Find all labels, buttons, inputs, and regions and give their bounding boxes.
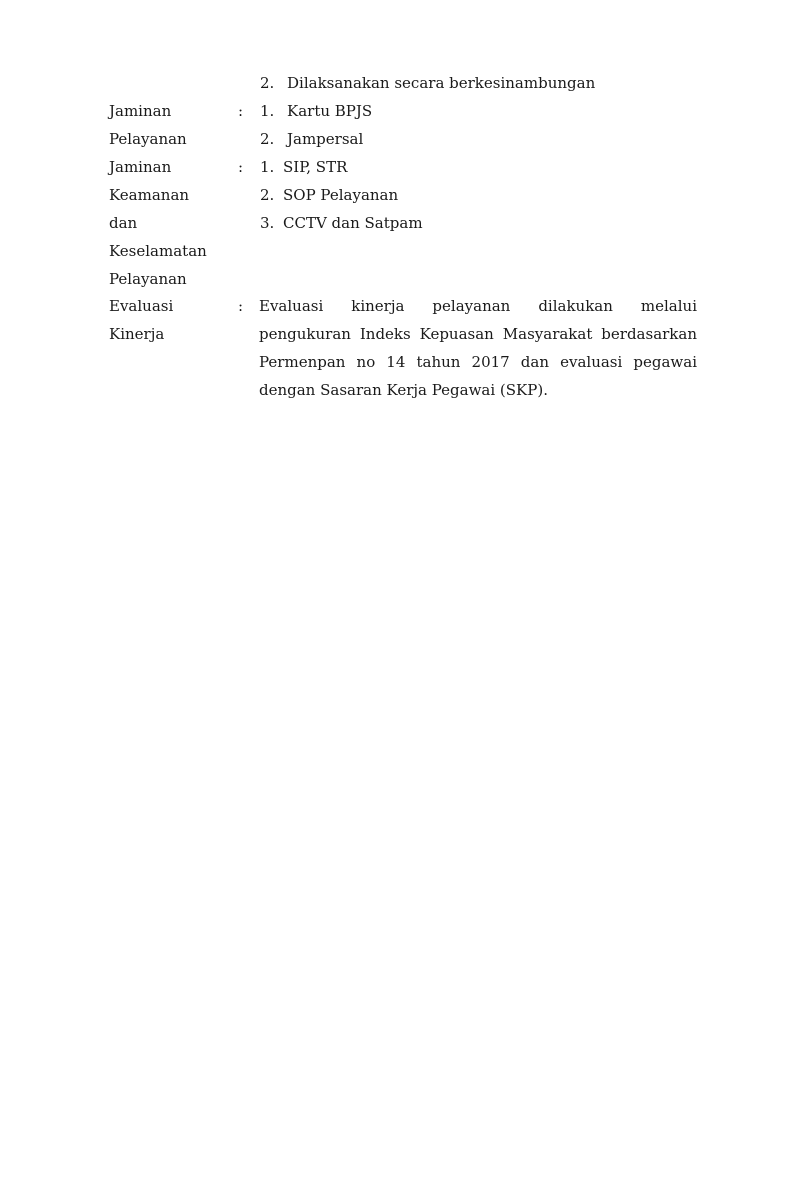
list-item-text: SOP Pelayanan [283,186,399,204]
section-items [260,153,700,237]
evaluation-paragraph: Evaluasi kinerja pelayanan dilakukan melalui pengukuran Indeks Kepuasan Masyarakat berdasarkan Permenpan no 14 tahun 2017 dan evaluasi pegawai dengan Sasaran Kerja Pegawai (SKP). [259,297,697,399]
list-item-number: 1. [260,102,275,120]
list-item-text: Dilaksanakan secara berkesinambungan [287,74,596,92]
section-label: Evaluasi Kinerja [109,297,174,343]
section-label: Jaminan Keamanan dan Keselamatan Pelayanan [109,158,207,288]
list-item-text: Jampersal [287,130,364,148]
list-item [260,125,700,153]
list-item [260,97,700,125]
list-item-number: 2. [260,186,275,204]
separator-colon: : [238,297,244,315]
list-item-text: SIP, STR [283,158,348,176]
list-item-number: 2. [260,74,275,92]
list-item-text: Kartu BPJS [287,102,373,120]
list-item [260,153,700,181]
section-items [260,97,700,153]
list-item [260,209,700,237]
separator-colon: : [238,102,244,120]
list-item-number: 2. [260,130,275,148]
list-item [260,69,700,97]
separator-colon: : [238,158,244,176]
list-item-number: 3. [260,214,275,232]
section-label: Jaminan Pelayanan [109,102,187,148]
list-item-number: 1. [260,158,275,176]
list-item [260,181,700,209]
list-item-text: CCTV dan Satpam [283,214,423,232]
